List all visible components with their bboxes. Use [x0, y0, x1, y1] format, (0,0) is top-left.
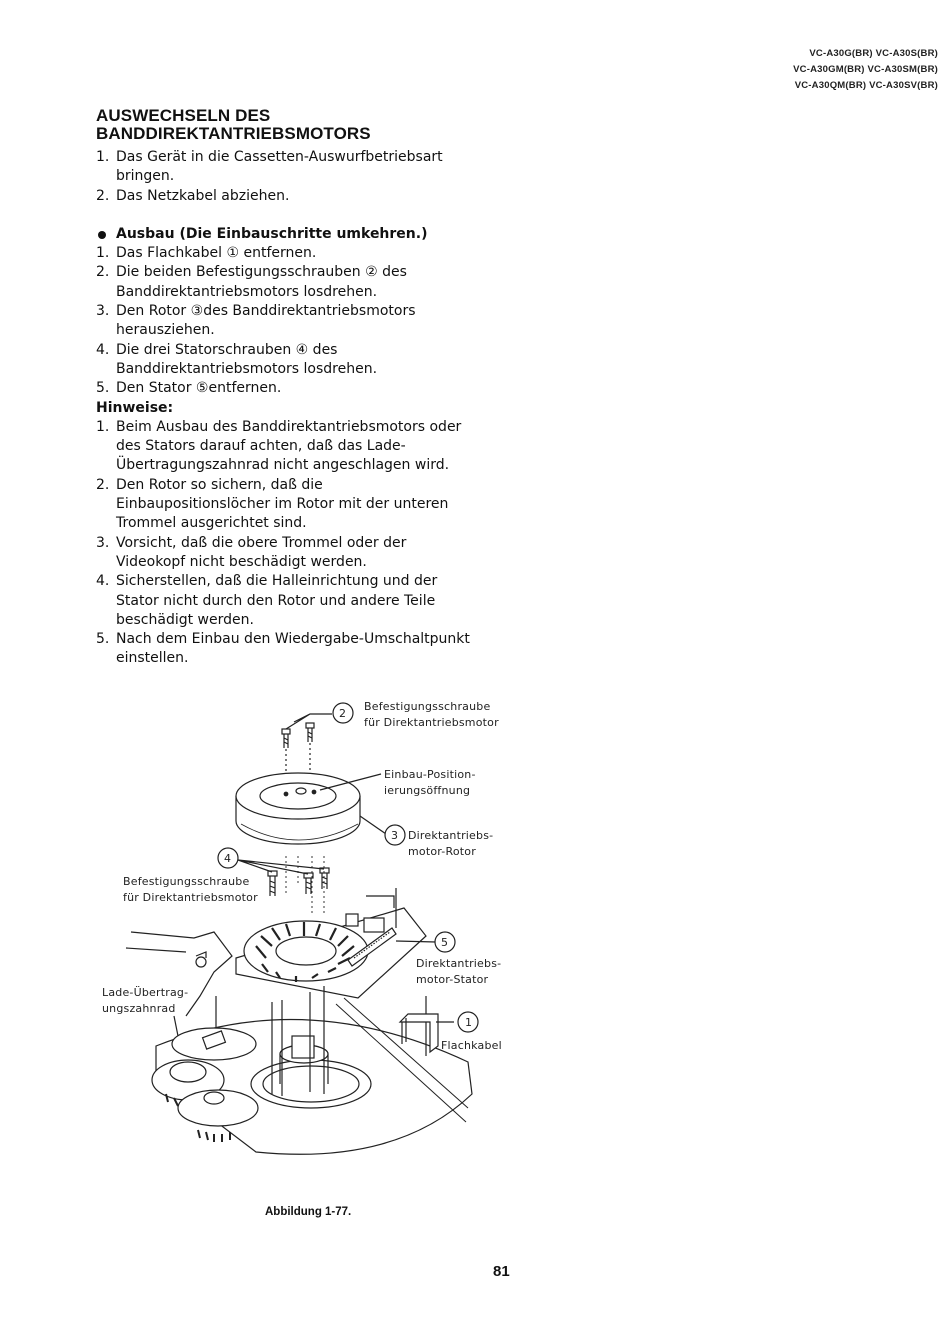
label-stator-screw: Befestigungsschraube	[123, 875, 250, 888]
rotor-disc	[236, 773, 360, 844]
step-text: Den Rotor ③des Banddirektantriebsmotors herausziehen.	[116, 303, 416, 339]
list-item	[96, 630, 480, 669]
label-rotor-screw: Befestigungsschraube	[364, 700, 491, 713]
note-text: Nach dem Einbau den Wiedergabe-Umschaltpunkt einstellen.	[116, 631, 470, 667]
label-rotor: Direktantriebs-	[408, 829, 494, 842]
removal-steps	[96, 244, 480, 398]
figure-caption: Abbildung 1-77.	[265, 1206, 352, 1218]
model-line: VC-A30GM(BR) VC-A30SM(BR)	[793, 64, 938, 75]
label-stator: Direktantriebs-	[416, 957, 502, 970]
note-text: Den Rotor so sichern, daß die Einbaupositionslöcher im Rotor mit der unteren Trommel ausgerichtet sind.	[116, 476, 449, 532]
step-text: Das Netzkabel abziehen.	[116, 187, 290, 204]
label-stator-2: motor-Stator	[416, 973, 489, 986]
model-line: VC-A30G(BR) VC-A30S(BR)	[809, 48, 938, 59]
callout-3-number: 3	[391, 829, 398, 842]
note-text: Beim Ausbau des Banddirektantriebsmotors oder des Stators darauf achten, daß das Lade-Übertragungszahnrad nicht angeschlagen wird.	[116, 418, 462, 474]
model-numbers	[793, 46, 938, 94]
list-item	[96, 379, 480, 398]
label-gear-2: ungszahnrad	[102, 1002, 176, 1015]
callout-5-number: 5	[441, 936, 448, 949]
removal-heading	[96, 225, 480, 244]
note-number: 2.	[96, 476, 110, 493]
callout-2-number: 2	[339, 707, 346, 720]
label-positioning-hole-2: ierungsöffnung	[384, 784, 471, 797]
list-item	[96, 418, 480, 476]
label-flat-cable: Flachkabel	[441, 1039, 502, 1052]
list-item	[96, 187, 480, 206]
note-number: 1.	[96, 418, 110, 435]
stator-board	[236, 888, 426, 998]
list-item	[96, 572, 480, 630]
callout-4	[123, 848, 324, 904]
callout-1-number: 1	[465, 1016, 472, 1029]
step-number: 2.	[96, 187, 110, 204]
removal-heading-text: Ausbau (Die Einbauschritte umkehren.)	[116, 225, 428, 242]
label-rotor-2: motor-Rotor	[408, 845, 476, 858]
step-number: 1.	[96, 245, 110, 262]
step-number: 1.	[96, 149, 110, 165]
exploded-view-drawing	[96, 696, 516, 1166]
step-number: 4.	[96, 341, 110, 358]
step-number: 5.	[96, 380, 110, 397]
bullet-icon	[98, 231, 106, 239]
instructions	[96, 148, 480, 669]
list-item	[96, 534, 480, 573]
title-line-2: BANDDIREKTANTRIEBSMOTORS	[96, 124, 371, 143]
note-number: 5.	[96, 631, 110, 648]
callout-2	[286, 700, 499, 729]
step-text: Die beiden Befestigungsschrauben ② des Banddirektantriebsmotors losdrehen.	[116, 264, 407, 300]
notes-heading: Hinweise:	[96, 399, 174, 416]
list-item	[96, 263, 480, 302]
list-item	[96, 148, 480, 187]
notes-list	[96, 418, 480, 669]
flat-cable	[336, 998, 502, 1122]
step-text: Das Gerät in die Cassetten-Auswurfbetriebsart bringen.	[116, 149, 443, 185]
label-stator-screw-2: für Direktantriebsmotor	[123, 891, 258, 904]
step-text: Die drei Statorschrauben ④ des Banddirektantriebsmotors losdrehen.	[116, 341, 378, 377]
list-item	[96, 476, 480, 534]
page-number: 81	[493, 1263, 510, 1280]
model-line: VC-A30QM(BR) VC-A30SV(BR)	[794, 80, 938, 91]
title-line-1: AUSWECHSELN DES	[96, 106, 271, 125]
list-item	[96, 341, 480, 380]
note-text: Vorsicht, daß die obere Trommel oder der Videokopf nicht beschädigt werden.	[116, 534, 407, 570]
callout-4-number: 4	[224, 852, 231, 865]
list-item	[96, 244, 480, 263]
motor-diagram	[96, 696, 516, 1166]
prep-steps	[96, 148, 480, 206]
step-number: 2.	[96, 264, 110, 281]
list-item	[96, 302, 480, 341]
note-number: 3.	[96, 534, 110, 551]
step-text: Das Flachkabel ① entfernen.	[116, 245, 317, 262]
label-positioning-hole: Einbau-Position-	[384, 768, 476, 781]
stator-screws	[268, 856, 329, 916]
page-title	[96, 107, 371, 143]
step-number: 3.	[96, 303, 110, 320]
label-rotor-screw-2: für Direktantriebsmotor	[364, 716, 499, 729]
label-gear: Lade-Übertrag-	[102, 986, 189, 999]
gears	[152, 1028, 258, 1142]
callout-3	[360, 816, 493, 858]
step-text: Den Stator ⑤entfernen.	[116, 380, 282, 397]
note-text: Sicherstellen, daß die Halleinrichtung und der Stator nicht durch den Rotor und andere Teile beschädigt werden.	[116, 573, 438, 628]
note-number: 4.	[96, 573, 110, 590]
